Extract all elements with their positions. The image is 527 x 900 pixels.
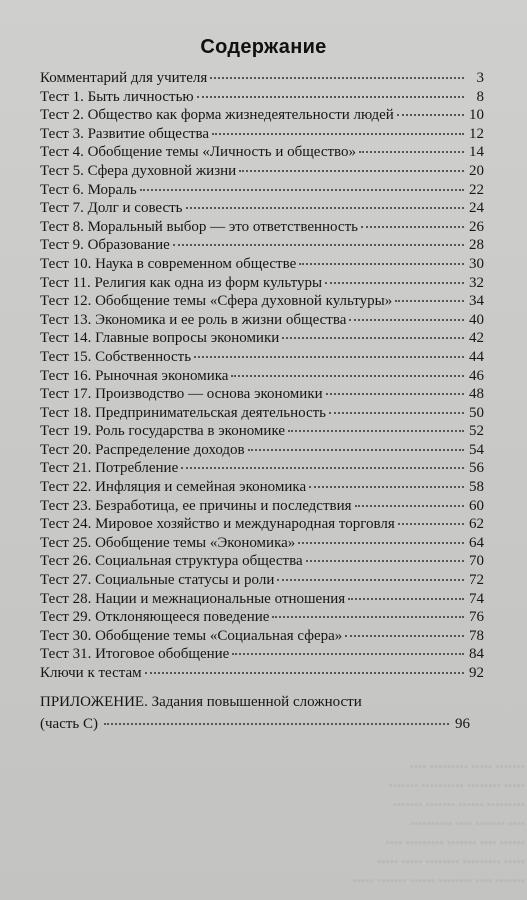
toc-entry-page-number: 76 <box>469 609 484 626</box>
toc-entry-page-number: 58 <box>469 479 484 496</box>
page-title: Содержание <box>200 36 327 58</box>
toc-entry-page-number: 54 <box>469 441 484 458</box>
dot-leader <box>145 658 464 674</box>
toc-entry-page-number: 74 <box>469 590 484 607</box>
toc-entry-title: Тест 20. Распределение доходов <box>40 441 245 458</box>
dot-leader <box>397 100 464 116</box>
dot-leader <box>140 175 464 191</box>
table-of-contents <box>40 66 484 680</box>
toc-entry-title: Ключи к тестам <box>40 665 142 681</box>
dot-leader <box>361 212 464 228</box>
dot-leader <box>309 472 464 488</box>
toc-entry-title: Тест 10. Наука в современном обществе <box>40 255 297 272</box>
dot-leader <box>197 82 464 98</box>
dot-leader <box>194 342 464 358</box>
toc-entry-title: Тест 9. Образование <box>40 237 170 254</box>
toc-entry-title: Тест 4. Обобщение темы «Личность и общество» <box>40 144 357 161</box>
toc-entry-title: Тест 22. Инфляция и семейная экономика <box>40 479 307 496</box>
toc-entry-page-number: 34 <box>469 293 484 310</box>
toc-entry-title: Тест 8. Моральный выбор — это ответственность <box>40 218 358 235</box>
toc-entry-page-number: 24 <box>469 200 484 217</box>
toc-entry-page-number: 28 <box>469 237 484 254</box>
dot-leader <box>345 621 464 637</box>
dot-leader <box>210 63 464 79</box>
toc-entry-page-number: 44 <box>469 348 484 365</box>
toc-entry-title: Тест 16. Рыночная экономика <box>40 367 229 384</box>
toc-entry-page-number: 48 <box>469 386 484 403</box>
appendix-subtitle: (часть С) <box>40 716 99 732</box>
toc-appendix-entry[interactable] <box>40 693 470 731</box>
toc-entry-page-number: 8 <box>476 88 484 105</box>
toc-entry-page-number: 64 <box>469 534 484 551</box>
toc-entry-title: Тест 7. Долг и совесть <box>40 200 183 217</box>
toc-entry-title: Тест 6. Мораль <box>40 181 137 198</box>
toc-entry-title: Тест 2. Общество как форма жизнедеятельности людей <box>40 107 394 124</box>
toc-entry-title: Тест 1. Быть личностью <box>40 88 194 105</box>
toc-entry-title: Тест 23. Безработица, ее причины и последствия <box>40 497 352 514</box>
dot-leader <box>398 509 464 525</box>
toc-entry-title: Тест 26. Социальная структура общества <box>40 553 303 570</box>
toc-entry-page-number: 22 <box>469 181 484 198</box>
dot-leader <box>104 709 449 725</box>
toc-entry-page-number: 56 <box>469 460 484 477</box>
toc-entry-page-number: 40 <box>469 311 484 328</box>
toc-entry-page-number: 60 <box>469 497 484 514</box>
toc-entry-title: Тест 14. Главные вопросы экономики <box>40 330 280 347</box>
toc-entry-page-number: 12 <box>469 125 484 142</box>
dot-leader <box>232 639 464 655</box>
toc-entry-page-number: 32 <box>469 274 484 291</box>
toc-entry-page-number: 62 <box>469 516 484 533</box>
toc-entry-title: Тест 5. Сфера духовной жизни <box>40 162 237 179</box>
toc-entry-page-number: 42 <box>469 330 484 347</box>
dot-leader <box>349 305 464 321</box>
toc-entry-page-number: 46 <box>469 367 484 384</box>
dot-leader <box>231 361 464 377</box>
toc-entry-title: Тест 11. Религия как одна из форм культуры <box>40 274 323 291</box>
toc-entry[interactable] <box>40 661 484 680</box>
appendix-title: ПРИЛОЖЕНИЕ. Задания повышенной сложности <box>40 694 362 710</box>
toc-entry-title: Тест 19. Роль государства в экономике <box>40 423 286 440</box>
toc-entry-page-number: 10 <box>469 107 484 124</box>
dot-leader <box>329 398 464 414</box>
dot-leader <box>299 249 464 265</box>
toc-entry-title: Тест 21. Потребление <box>40 460 179 477</box>
toc-entry-title: Тест 12. Обобщение темы «Сфера духовной культуры» <box>40 293 393 310</box>
dot-leader <box>355 491 464 507</box>
dot-leader <box>248 435 464 451</box>
toc-entry-title: Тест 29. Отклоняющееся поведение <box>40 609 270 626</box>
dot-leader <box>288 416 464 432</box>
dot-leader <box>282 323 464 339</box>
toc-entry-title: Тест 31. Итоговое обобщение <box>40 646 230 663</box>
toc-entry-page-number: 26 <box>469 218 484 235</box>
dot-leader <box>359 137 464 153</box>
toc-entry-page-number: 92 <box>469 665 484 681</box>
dot-leader <box>181 453 464 469</box>
toc-entry-page-number: 20 <box>469 162 484 179</box>
dot-leader <box>325 268 464 284</box>
toc-entry-title: Тест 17. Производство — основа экономики <box>40 386 323 403</box>
dot-leader <box>212 119 464 135</box>
toc-entry-title: Тест 24. Мировое хозяйство и международная торговля <box>40 516 395 533</box>
toc-entry-title: Тест 25. Обобщение темы «Экономика» <box>40 534 296 551</box>
toc-entry-title: Комментарий для учителя <box>40 70 208 86</box>
dot-leader <box>277 565 464 581</box>
toc-entry-title: Тест 13. Экономика и ее роль в жизни общества <box>40 311 347 328</box>
dot-leader <box>298 528 464 544</box>
dot-leader <box>239 156 464 172</box>
toc-entry-title: Тест 30. Обобщение темы «Социальная сфера» <box>40 627 343 644</box>
dot-leader <box>348 584 464 600</box>
toc-entry-page-number: 70 <box>469 553 484 570</box>
appendix-page-number: 96 <box>455 716 470 732</box>
toc-entry-page-number: 52 <box>469 423 484 440</box>
toc-entry-page-number: 78 <box>469 627 484 644</box>
toc-entry-title: Тест 18. Предпринимательская деятельность <box>40 404 327 421</box>
bleed-through-text: ▪▪▪▪▪▪▪ ▪▪▪▪ ▪▪▪▪▪▪▪▪ ▪▪▪▪▪▪ ▪▪▪▪▪▪▪ ▪▪▪▪▪ ▪▪▪▪▪ ▪▪▪▪▪▪▪▪▪ ▪▪▪▪▪▪▪▪ ▪▪▪▪▪ ▪▪▪▪▪ ▪▪▪▪▪▪ ▪▪▪▪ ▪▪▪▪▪▪▪ ▪▪▪▪▪▪▪▪▪ ▪▪▪▪ ▪▪▪▪ ▪▪▪▪▪▪▪ ▪▪▪▪ ▪▪▪▪▪▪▪▪▪▪ ▪▪▪▪▪▪▪▪▪ ▪▪▪▪▪▪ ▪▪▪▪▪▪▪ ▪▪▪▪▪▪▪ ▪▪▪▪▪ ▪▪▪▪▪▪▪▪ ▪▪▪▪▪▪▪▪▪▪ ▪▪▪▪▪▪▪ ▪▪▪▪▪▪▪ ▪▪▪▪▪ ▪▪▪▪▪▪▪▪▪ ▪▪▪▪ <box>352 760 525 888</box>
toc-entry-title: Тест 3. Развитие общества <box>40 125 210 142</box>
dot-leader <box>186 193 464 209</box>
dot-leader <box>272 602 464 618</box>
toc-entry-page-number: 14 <box>469 144 484 161</box>
dot-leader <box>173 230 464 246</box>
toc-entry-page-number: 3 <box>476 70 484 86</box>
toc-entry-page-number: 50 <box>469 404 484 421</box>
dot-leader <box>395 286 464 302</box>
toc-entry-page-number: 84 <box>469 646 484 663</box>
toc-entry-title: Тест 15. Собственность <box>40 348 192 365</box>
dot-leader <box>326 379 464 395</box>
dot-leader <box>306 546 464 562</box>
toc-entry-page-number: 30 <box>469 255 484 272</box>
toc-entry-page-number: 72 <box>469 572 484 589</box>
toc-entry-title: Тест 27. Социальные статусы и роли <box>40 572 275 589</box>
toc-entry-title: Тест 28. Нации и межнациональные отношения <box>40 590 346 607</box>
